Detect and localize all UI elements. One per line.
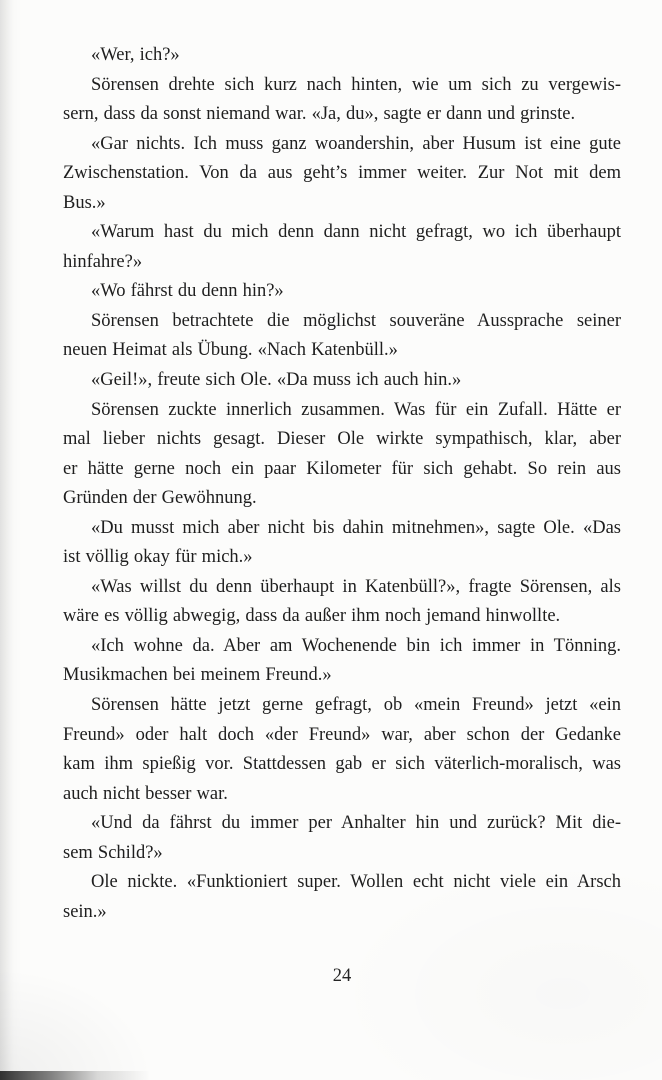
text-line: «Geil!», freute sich Ole. «Da muss ich auch hin.» <box>91 370 462 391</box>
text-line: «Wer, ich?» <box>91 45 180 65</box>
text-line: kam ihm spießig vor. Stattdessen gab er sich väterlich-moralisch, was <box>63 754 621 775</box>
text-line: «Wo fährst du denn hin?» <box>91 281 284 302</box>
text-line: ist völlig okay für mich.» <box>63 547 253 568</box>
text-line: Sörensen zuckte innerlich zusammen. Was für ein Zufall. Hätte er <box>91 399 621 420</box>
text-line: mal lieber nichts gesagt. Dieser Ole wirkte sympathisch, klar, aber <box>63 429 621 450</box>
text-line: er hätte gerne noch ein paar Kilometer für sich gehabt. So rein aus <box>63 458 621 479</box>
text-line: «Ich wohne da. Aber am Wochenende bin ich immer in Tönning. <box>91 635 621 656</box>
paragraph <box>63 809 621 868</box>
text-line: auch nicht besser war. <box>63 783 228 804</box>
text-line: sem Schild?» <box>63 842 163 863</box>
paragraph <box>63 573 621 632</box>
text-line: Sörensen drehte sich kurz nach hinten, wie um sich zu vergewis- <box>91 74 621 95</box>
text-line: «Was willst du denn überhaupt in Katenbüll?», fragte Sörensen, als <box>91 576 621 597</box>
text-line: sern, dass da sonst niemand war. «Ja, du», sagte er dann und grinste. <box>63 104 576 125</box>
text-line: Ole nickte. «Funktioniert super. Wollen echt nicht viele ein Arsch <box>91 872 621 893</box>
page-text-block <box>63 41 621 927</box>
paragraph <box>63 868 621 927</box>
paragraph <box>63 396 621 514</box>
text-line: Zwischenstation. Von da aus geht’s immer weiter. Zur Not mit dem <box>63 163 621 184</box>
text-line: hinfahre?» <box>63 251 143 272</box>
paragraph <box>63 366 621 396</box>
scan-corner-smudge <box>0 1071 150 1080</box>
paragraph <box>63 632 621 691</box>
text-line: wäre es völlig abwegig, dass da außer ihm noch jemand hinwollte. <box>63 606 561 627</box>
paragraph <box>63 41 621 71</box>
paragraph <box>63 691 621 809</box>
text-line: «Warum hast du mich denn dann nicht gefragt, wo ich überhaupt <box>91 222 621 243</box>
text-line: «Und da fährst du immer per Anhalter hin und zurück? Mit die- <box>91 813 621 834</box>
page-number: 24 <box>332 966 352 986</box>
text-line: «Du musst mich aber nicht bis dahin mitnehmen», sagte Ole. «Das <box>91 517 621 538</box>
text-line: neuen Heimat als Übung. «Nach Katenbüll.» <box>63 340 398 361</box>
paragraph <box>63 514 621 573</box>
paragraph <box>63 218 621 277</box>
text-line: Sörensen betrachtete die möglichst souveräne Aussprache seiner <box>91 310 621 331</box>
scan-gutter-shadow <box>0 0 14 1080</box>
paragraph <box>63 277 621 307</box>
text-line: Gründen der Gewöhnung. <box>63 488 257 509</box>
text-line: Freund» oder halt doch «der Freund» war, aber schon der Gedanke <box>63 724 621 745</box>
paragraph <box>63 307 621 366</box>
paragraph <box>63 71 621 130</box>
text-line: sein.» <box>63 901 107 922</box>
paragraph <box>63 130 621 219</box>
text-line: «Gar nichts. Ich muss ganz woandershin, aber Husum ist eine gute <box>91 133 621 154</box>
text-line: Bus.» <box>63 192 106 213</box>
text-line: Musikmachen bei meinem Freund.» <box>63 665 332 686</box>
text-line: Sörensen hätte jetzt gerne gefragt, ob «mein Freund» jetzt «ein <box>91 695 621 716</box>
